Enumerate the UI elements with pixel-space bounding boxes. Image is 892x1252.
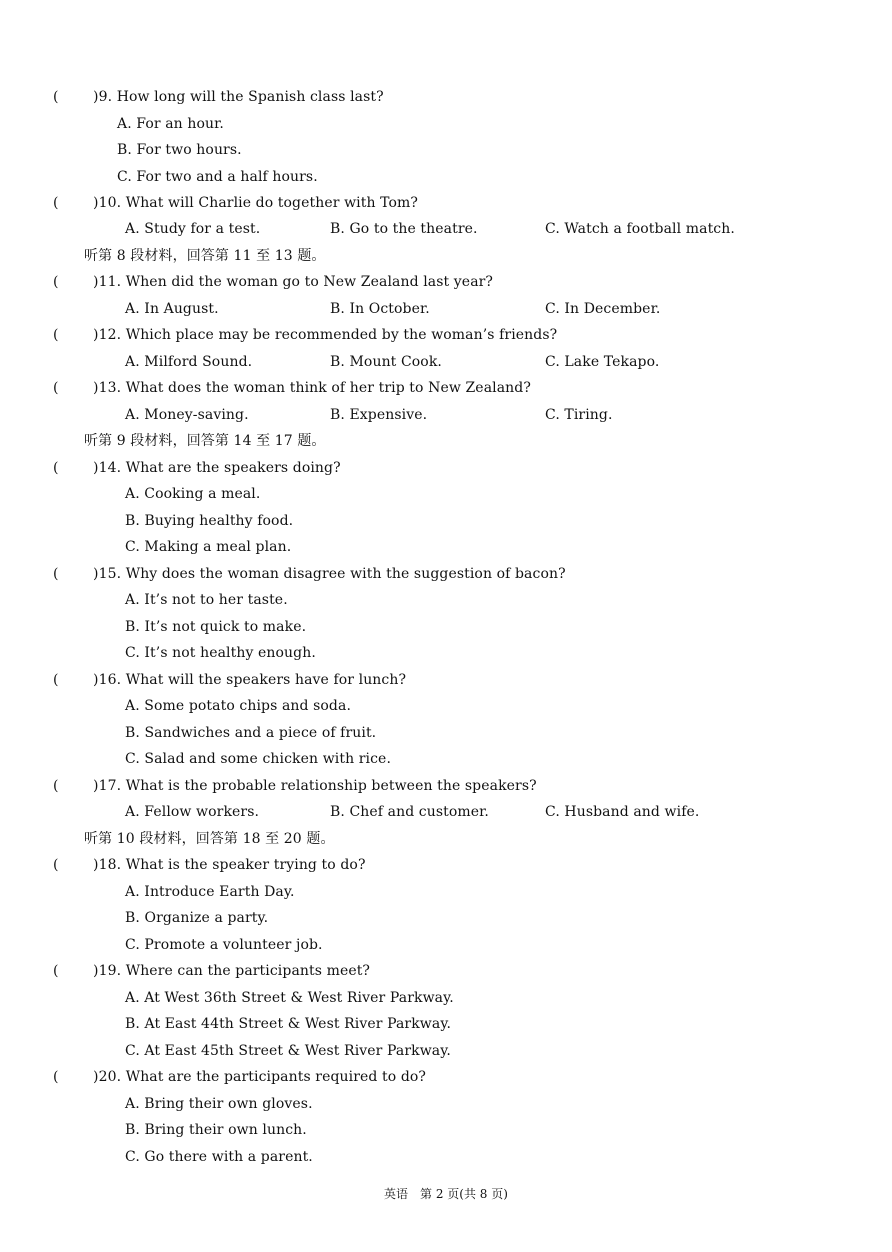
option-a: A. Bring their own gloves. bbox=[125, 1096, 313, 1112]
answer-paren-close: ) bbox=[93, 857, 99, 873]
option-a: A. Fellow workers. bbox=[125, 804, 260, 820]
question-text: What is the probable relationship between the speakers? bbox=[125, 778, 537, 794]
question-text: What does the woman think of her trip to New Zealand? bbox=[125, 380, 531, 396]
question-text: What is the speaker trying to do? bbox=[125, 857, 366, 873]
answer-paren-open: ( bbox=[53, 380, 59, 396]
question-text: What will Charlie do together with Tom? bbox=[125, 195, 418, 211]
section-heading-8: 听第 8 段材料，回答第 11 至 13 题。 bbox=[84, 248, 326, 264]
section-heading-10: 听第 10 段材料，回答第 18 至 20 题。 bbox=[84, 831, 335, 847]
question-number: 11. bbox=[98, 274, 122, 290]
answer-paren-close: ) bbox=[93, 1069, 99, 1085]
answer-paren-close: ) bbox=[93, 963, 99, 979]
question-number: 16. bbox=[98, 672, 122, 688]
answer-paren-open: ( bbox=[53, 274, 59, 290]
option-b: B. It’s not quick to make. bbox=[125, 619, 307, 635]
option-c: C. It’s not healthy enough. bbox=[125, 645, 316, 661]
question-text: When did the woman go to New Zealand last year? bbox=[125, 274, 494, 290]
question-number: 13. bbox=[98, 380, 122, 396]
option-b: B. Buying healthy food. bbox=[125, 513, 294, 529]
answer-paren-close: ) bbox=[93, 274, 99, 290]
option-a: A. Cooking a meal. bbox=[125, 486, 261, 502]
question-text: What will the speakers have for lunch? bbox=[125, 672, 407, 688]
option-a: A. In August. bbox=[125, 301, 219, 317]
option-c: C. Tiring. bbox=[545, 407, 613, 423]
question-text: What are the participants required to do? bbox=[125, 1069, 427, 1085]
option-a: A. For an hour. bbox=[117, 116, 224, 132]
answer-paren-open: ( bbox=[53, 963, 59, 979]
question-number: 18. bbox=[98, 857, 122, 873]
question-number: 9. bbox=[98, 89, 113, 105]
question-number: 14. bbox=[98, 460, 122, 476]
question-text: Where can the participants meet? bbox=[125, 963, 371, 979]
option-a: A. At West 36th Street & West River Parkway. bbox=[125, 990, 454, 1006]
option-b: B. Bring their own lunch. bbox=[125, 1122, 307, 1138]
page-footer: 英语 第 2 页(共 8 页) bbox=[384, 1187, 508, 1201]
option-c: C. Go there with a parent. bbox=[125, 1149, 313, 1165]
answer-paren-close: ) bbox=[93, 195, 99, 211]
option-a: A. Introduce Earth Day. bbox=[125, 884, 295, 900]
question-text: What are the speakers doing? bbox=[125, 460, 341, 476]
option-c: C. Promote a volunteer job. bbox=[125, 937, 323, 953]
question-number: 17. bbox=[98, 778, 122, 794]
option-b: B. Mount Cook. bbox=[330, 354, 442, 370]
answer-paren-open: ( bbox=[53, 566, 59, 582]
option-a: A. Milford Sound. bbox=[125, 354, 253, 370]
option-a: A. Some potato chips and soda. bbox=[125, 698, 351, 714]
answer-paren-open: ( bbox=[53, 89, 59, 105]
option-a: A. Study for a test. bbox=[125, 221, 261, 237]
option-c: C. Lake Tekapo. bbox=[545, 354, 660, 370]
option-a: A. Money-saving. bbox=[125, 407, 249, 423]
option-b: B. Go to the theatre. bbox=[330, 221, 478, 237]
answer-paren-close: ) bbox=[93, 460, 99, 476]
answer-paren-close: ) bbox=[93, 89, 99, 105]
question-number: 10. bbox=[98, 195, 122, 211]
answer-paren-open: ( bbox=[53, 778, 59, 794]
answer-paren-open: ( bbox=[53, 327, 59, 343]
question-text: Why does the woman disagree with the suggestion of bacon? bbox=[125, 566, 566, 582]
option-c: C. For two and a half hours. bbox=[117, 169, 318, 185]
option-b: B. For two hours. bbox=[117, 142, 242, 158]
option-b: B. At East 44th Street & West River Parkway. bbox=[125, 1016, 452, 1032]
question-text: Which place may be recommended by the woman’s friends? bbox=[125, 327, 558, 343]
answer-paren-open: ( bbox=[53, 857, 59, 873]
option-c: C. Making a meal plan. bbox=[125, 539, 292, 555]
answer-paren-close: ) bbox=[93, 672, 99, 688]
option-c: C. Watch a football match. bbox=[545, 221, 735, 237]
option-c: C. Husband and wife. bbox=[545, 804, 700, 820]
option-b: B. Chef and customer. bbox=[330, 804, 489, 820]
answer-paren-open: ( bbox=[53, 1069, 59, 1085]
question-number: 12. bbox=[98, 327, 122, 343]
answer-paren-close: ) bbox=[93, 778, 99, 794]
answer-paren-open: ( bbox=[53, 460, 59, 476]
answer-paren-open: ( bbox=[53, 195, 59, 211]
section-heading-9: 听第 9 段材料，回答第 14 至 17 题。 bbox=[84, 433, 326, 449]
answer-paren-close: ) bbox=[93, 380, 99, 396]
option-c: C. In December. bbox=[545, 301, 661, 317]
option-c: C. At East 45th Street & West River Parkway. bbox=[125, 1043, 451, 1059]
answer-paren-close: ) bbox=[93, 327, 99, 343]
option-b: B. In October. bbox=[330, 301, 430, 317]
option-b: B. Organize a party. bbox=[125, 910, 269, 926]
answer-paren-open: ( bbox=[53, 672, 59, 688]
question-number: 19. bbox=[98, 963, 122, 979]
option-c: C. Salad and some chicken with rice. bbox=[125, 751, 391, 767]
option-a: A. It’s not to her taste. bbox=[125, 592, 288, 608]
answer-paren-close: ) bbox=[93, 566, 99, 582]
question-number: 15. bbox=[98, 566, 122, 582]
question-number: 20. bbox=[98, 1069, 122, 1085]
option-b: B. Expensive. bbox=[330, 407, 428, 423]
question-text: How long will the Spanish class last? bbox=[116, 89, 384, 105]
option-b: B. Sandwiches and a piece of fruit. bbox=[125, 725, 377, 741]
